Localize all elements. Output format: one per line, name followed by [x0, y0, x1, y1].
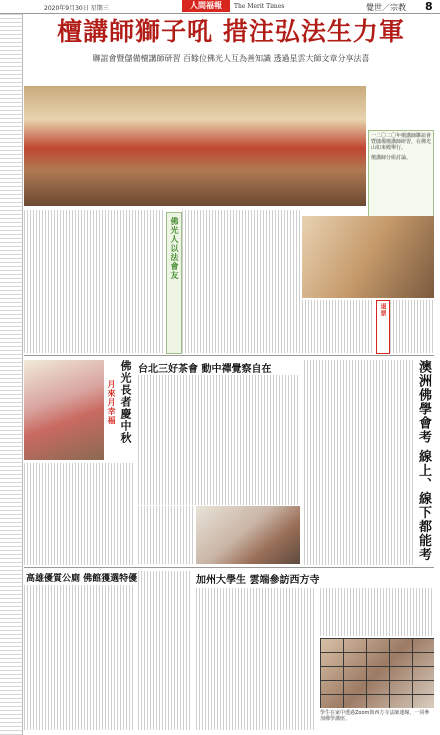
main-headline: 檀講師獅子吼 措注弘法生力軍: [57, 17, 405, 46]
elder-subhead: 月來月幸福: [107, 380, 116, 425]
main-story-body-right: [302, 300, 374, 353]
taipei-headline: 台北三好茶會 動中禪覺察自在: [138, 364, 272, 375]
kaohsiung-headline: 高雄優質公廁 佛館獲選特優: [26, 574, 138, 584]
sidebar-quote-box: [166, 212, 182, 354]
caption-text-1: 一二〇二〇年檀講師聯誼會暨儲備檀講師研習，在佛光山如來殿舉行。: [371, 133, 432, 151]
sidebar-quote: 佛光人以法會友: [170, 217, 179, 280]
california-photo-caption: 學生在家中透過Zoom與西方寺法師連線，一同參加佛學講座。: [320, 710, 430, 722]
taipei-story-body-2: [138, 506, 194, 564]
taipei-story-body: [138, 375, 300, 505]
page-number: 8: [425, 0, 433, 13]
logo-text: 人間福報: [190, 1, 222, 10]
california-story-body-2: [320, 588, 434, 636]
issue-date: 2020年9月30日 星期三: [44, 5, 109, 12]
elder-headline-block: [106, 360, 134, 470]
elder-photo: [24, 360, 104, 460]
main-subhead: 聯誼會暨儲備檀講師研習 百餘位佛光人互為善知識 透過星雲大師文章分享法喜: [92, 54, 370, 63]
main-photo-lecture-hall: [24, 86, 366, 206]
australia-headline-block: [414, 360, 438, 570]
zoom-screenshot-photo: [320, 638, 434, 708]
caption-text-2: 檀講師分組討論。: [371, 155, 412, 161]
section-divider: [24, 355, 434, 356]
main-photo-caption: [368, 130, 434, 220]
newspaper-logo: [182, 0, 230, 12]
group-discussion-photo: [302, 216, 434, 298]
kaohsiung-story-body: [24, 585, 134, 730]
section-label: 覺世／宗教: [366, 3, 406, 12]
tea-gathering-photo: [196, 506, 300, 564]
logo-english: The Merit Times: [234, 3, 285, 10]
main-story-body-mid: [182, 210, 300, 353]
main-headline-block: [24, 17, 438, 61]
main-story-body-far-right: [390, 300, 434, 353]
elder-headline: 佛光長者慶中秋: [119, 360, 132, 444]
california-headline: 加州大學生 雲端參訪西方寺: [196, 575, 320, 586]
kaohsiung-story-body-2: [138, 571, 192, 730]
pullquote: 退票: [379, 303, 386, 317]
elder-story-body: [24, 463, 134, 565]
california-story-body: [196, 588, 316, 730]
australia-headline: 澳洲佛學會考 線上、線下都能考: [416, 360, 431, 562]
section-divider-2: [24, 567, 434, 568]
australia-story-body: [304, 360, 414, 565]
main-story-body-left: [24, 210, 164, 353]
pullquote-box: [376, 300, 390, 354]
left-margin-listing: [0, 14, 23, 735]
masthead-bar: [0, 0, 440, 14]
